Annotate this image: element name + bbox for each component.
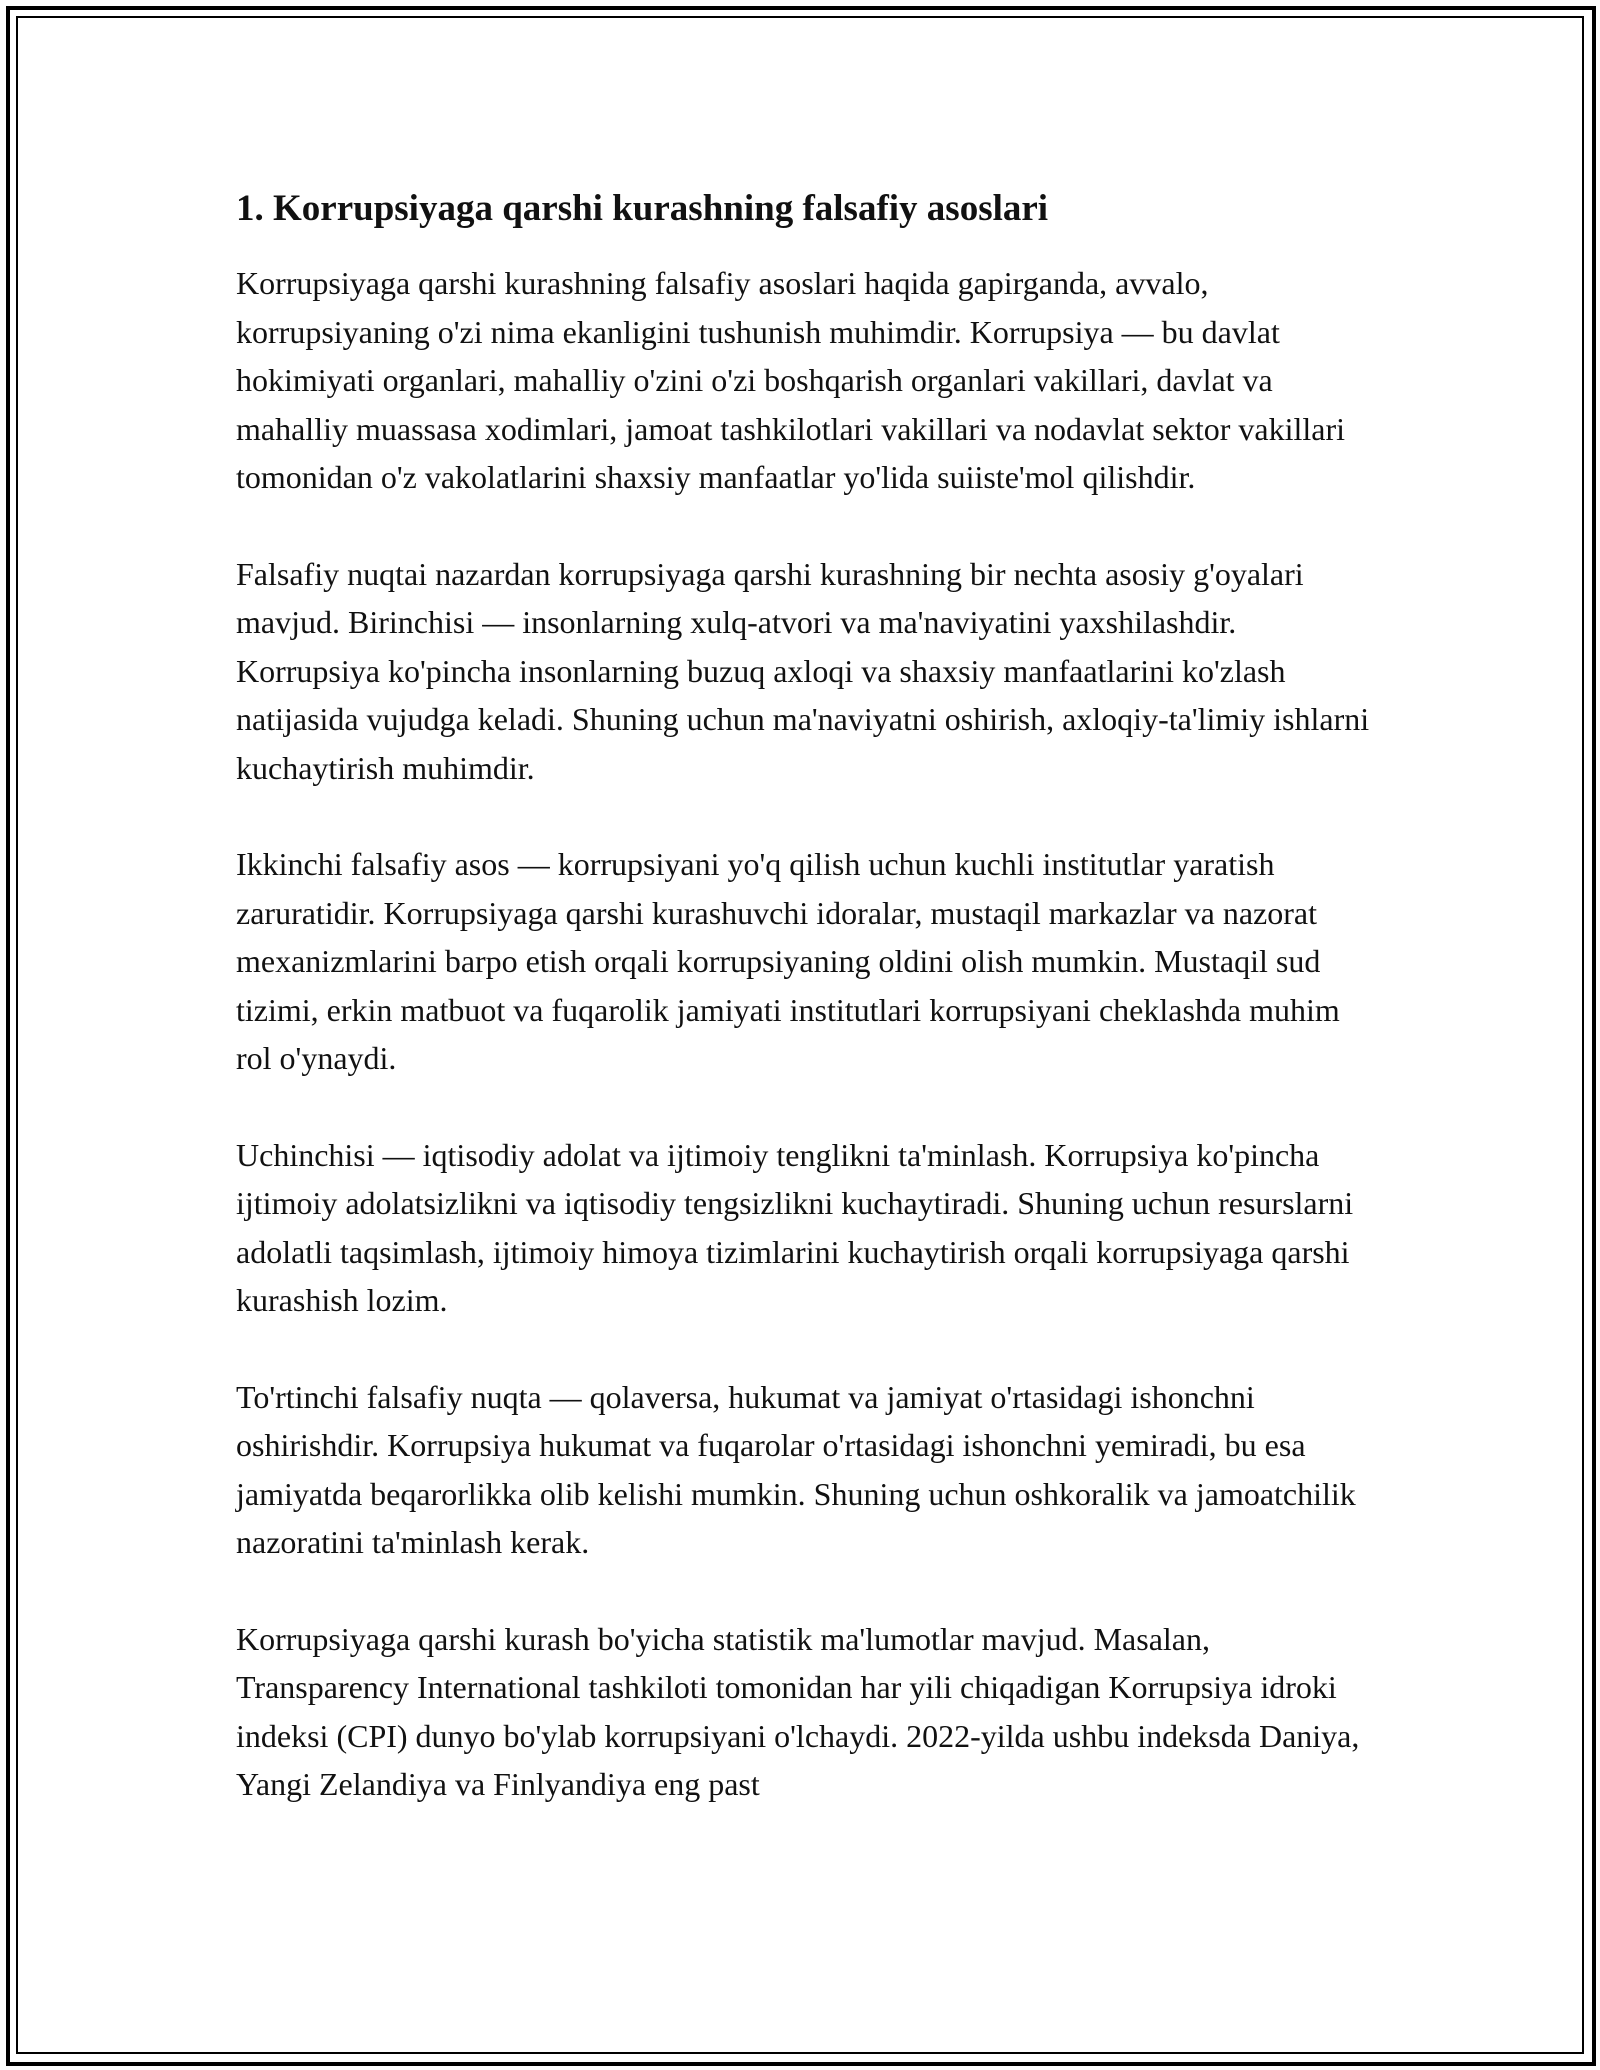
paragraph-5: To'rtinchi falsafiy nuqta — qolaversa, hukumat va jamiyat o'rtasidagi ishonchni oshirishdir. Korrupsiya hukumat va fuqarolar o'rtasidagi ishonchni yemiradi, bu esa jamiyatda beqarorlikka olib kelishi mumkin. Shuning uchun oshkoralik va jamoatchilik nazoratini ta'minlash kerak. xyxy=(236,1378,1356,1560)
paragraph-1: Korrupsiyaga qarshi kurashning falsafiy asoslari haqida gapirganda, avvalo, korrupsiyaning o'zi nima ekanligini tushunish muhimdir. Korrupsiya — bu davlat hokimiyati organlari, mahalliy o'zini o'zi boshqarish organlari vakillari, davlat va mahalliy muassasa xodimlari, jamoat tashkilotlari vakillari va nodavlat sektor vakillari tomonidan o'z vakolatlarini shaxsiy manfaatlar yo'lida suiiste'mol qilishdir. xyxy=(236,265,1346,495)
document-body xyxy=(236,185,1376,1809)
paragraph-6: Korrupsiyaga qarshi kurash bo'yicha statistik ma'lumotlar mavjud. Masalan, Transparency International tashkiloti tomonidan har yili chiqadigan Korrupsiya idroki indeksi (CPI) dunyo bo'ylab korrupsiyani o'lchaydi. 2022-yilda ushbu indeksda Daniya, Yangi Zelandiya va Finlyandiya eng past xyxy=(236,1620,1360,1802)
paragraph-4: Uchinchisi — iqtisodiy adolat va ijtimoiy tenglikni ta'minlash. Korrupsiya ko'pincha ijtimoiy adolatsizlikni va iqtisodiy tengsizlikni kuchaytiradi. Shuning uchun resurslarni adolatli taqsimlash, ijtimoiy himoya tizimlarini kuchaytirish orqali korrupsiyaga qarshi kurashish lozim. xyxy=(236,1136,1354,1318)
paragraph-3: Ikkinchi falsafiy asos — korrupsiyani yo'q qilish uchun kuchli institutlar yaratish zaruratidir. Korrupsiyaga qarshi kurashuvchi idoralar, mustaqil markazlar va nazorat mexanizmlarini barpo etish orqali korrupsiyaning oldini olish mumkin. Mustaqil sud tizimi, erkin matbuot va fuqarolik jamiyati institutlari korrupsiyani cheklashda muhim rol o'ynaydi. xyxy=(236,846,1340,1076)
paragraph-2: Falsafiy nuqtai nazardan korrupsiyaga qarshi kurashning bir nechta asosiy g'oyalari mavjud. Birinchisi — insonlarning xulq-atvori va ma'naviyatini yaxshilashdir. Korrupsiya ko'pincha insonlarning buzuq axloqi va shaxsiy manfaatlarini ko'zlash natijasida vujudga keladi. Shuning uchun ma'naviyatni oshirish, axloqiy-ta'limiy ishlarni kuchaytirish muhimdir. xyxy=(236,555,1370,786)
section-heading: 1. Korrupsiyaga qarshi kurashning falsafiy asoslari xyxy=(236,188,1049,229)
